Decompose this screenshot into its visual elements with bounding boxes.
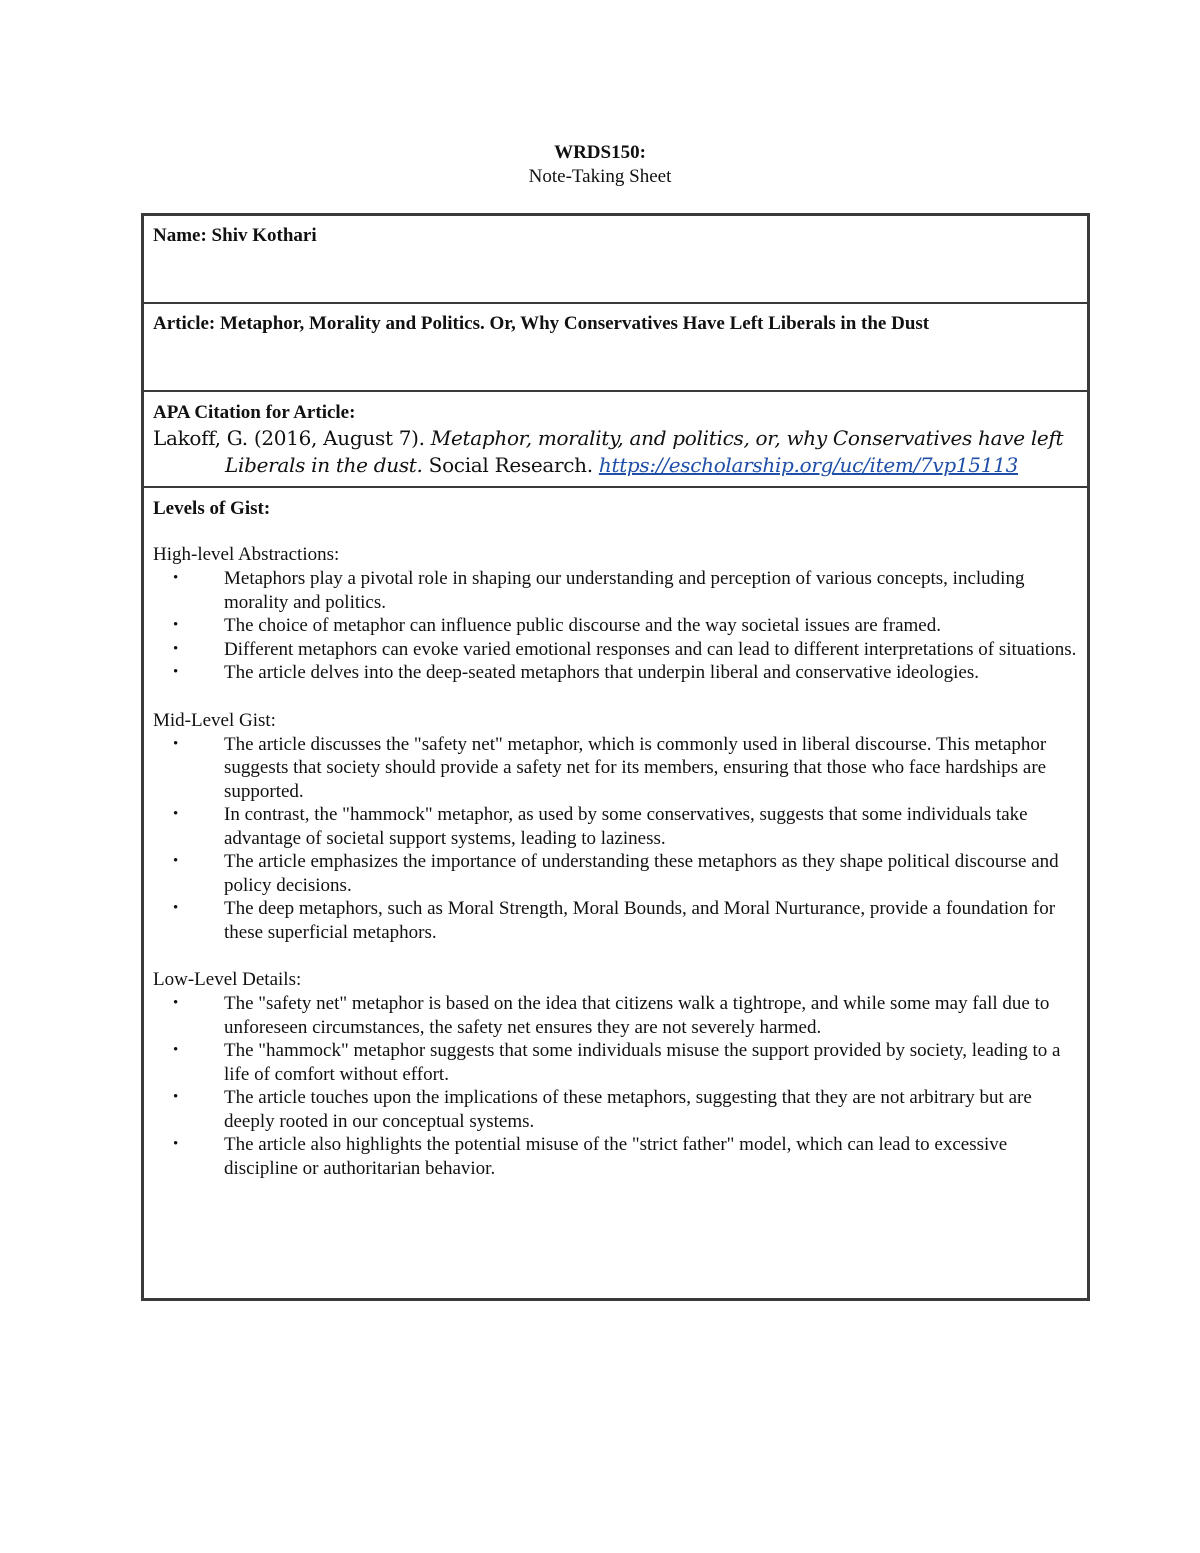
bullet-icon: • (173, 640, 179, 657)
list-item: • The article delves into the deep-seated metaphors that underpin liberal and conservative ideologies. (173, 662, 979, 683)
bullet-icon: • (173, 995, 179, 1011)
article-row (144, 302, 1087, 390)
citation-title: Metaphor, morality, and politics, or, why Conservatives have left Liberals in the dust. (225, 426, 1064, 477)
citation-row (144, 390, 1087, 486)
list-item: • The article touches upon the implications of these metaphors, suggesting that they are not arbitrary but are deeply rooted in our conceptual systems. (173, 1087, 1032, 1132)
low-level-heading: Low-Level Details: (153, 969, 302, 990)
citation-source: Social Research. (422, 453, 599, 477)
citation-authors-date: Lakoff, G. (2016, August 7). (153, 426, 431, 450)
gist-row (144, 486, 1087, 1298)
bullet-icon: • (173, 570, 179, 586)
bullet-icon: • (173, 853, 179, 869)
high-level-list (153, 567, 1078, 685)
low-level-list (153, 992, 1078, 1180)
note-taking-table (141, 213, 1090, 1301)
list-item: • The article also highlights the potential misuse of the "strict father" model, which can lead to excessive discipline or authoritarian behavior. (173, 1134, 1008, 1179)
bullet-icon: • (173, 735, 179, 752)
bullet-icon: • (173, 664, 179, 680)
list-item: • Different metaphors can evoke varied emotional responses and can lead to different interpretations of situations. (173, 638, 1077, 660)
list-item: • The choice of metaphor can influence public discourse and the way societal issues are framed. (173, 615, 941, 636)
citation-label: APA Citation for Article: (153, 402, 356, 423)
high-level-heading: High-level Abstractions: (153, 544, 340, 565)
bullet-icon: • (173, 1136, 179, 1152)
article-label: Article: Metaphor, Morality and Politics. Or, Why Conservatives Have Left Liberals in the Dust (153, 313, 930, 334)
name-label: Name: Shiv Kothari (153, 225, 317, 246)
gist-label: Levels of Gist: (153, 498, 271, 519)
list-item: • The deep metaphors, such as Moral Strength, Moral Bounds, and Moral Nurturance, provide a foundation for these superficial metaphors. (173, 898, 1056, 943)
mid-level-heading: Mid-Level Gist: (153, 709, 276, 731)
mid-level-list (153, 733, 1078, 945)
bullet-icon: • (173, 1089, 179, 1105)
bullet-icon: • (173, 806, 179, 822)
course-title: WRDS150: (554, 142, 646, 163)
name-row (144, 216, 1087, 302)
bullet-icon: • (173, 900, 179, 916)
sheet-subtitle: Note-Taking Sheet (528, 166, 672, 187)
list-item: • The article discusses the "safety net" metaphor, which is commonly used in liberal discourse. This metaphor suggests that society should provide a safety net for its members, ensuring that those who face hardships are supported. (173, 733, 1047, 802)
bullet-icon: • (173, 617, 179, 633)
apa-citation (153, 425, 1078, 479)
list-item: • Metaphors play a pivotal role in shaping our understanding and perception of various concepts, including morality and politics. (173, 568, 1025, 613)
list-item: • The "safety net" metaphor is based on the idea that citizens walk a tightrope, and while some may fall due to unforeseen circumstances, the safety net ensures they are not severely harmed. (173, 993, 1050, 1038)
citation-url-link[interactable]: https://escholarship.org/uc/item/7vp15113 (598, 453, 1019, 477)
bullet-icon: • (173, 1042, 179, 1058)
document-header (0, 141, 1200, 189)
list-item: • The article emphasizes the importance of understanding these metaphors as they shape political discourse and policy decisions. (173, 851, 1059, 896)
list-item: • In contrast, the "hammock" metaphor, as used by some conservatives, suggests that some individuals take advantage of societal support systems, leading to laziness. (173, 804, 1028, 849)
list-item: • The "hammock" metaphor suggests that some individuals misuse the support provided by society, leading to a life of comfort without effort. (173, 1040, 1061, 1085)
